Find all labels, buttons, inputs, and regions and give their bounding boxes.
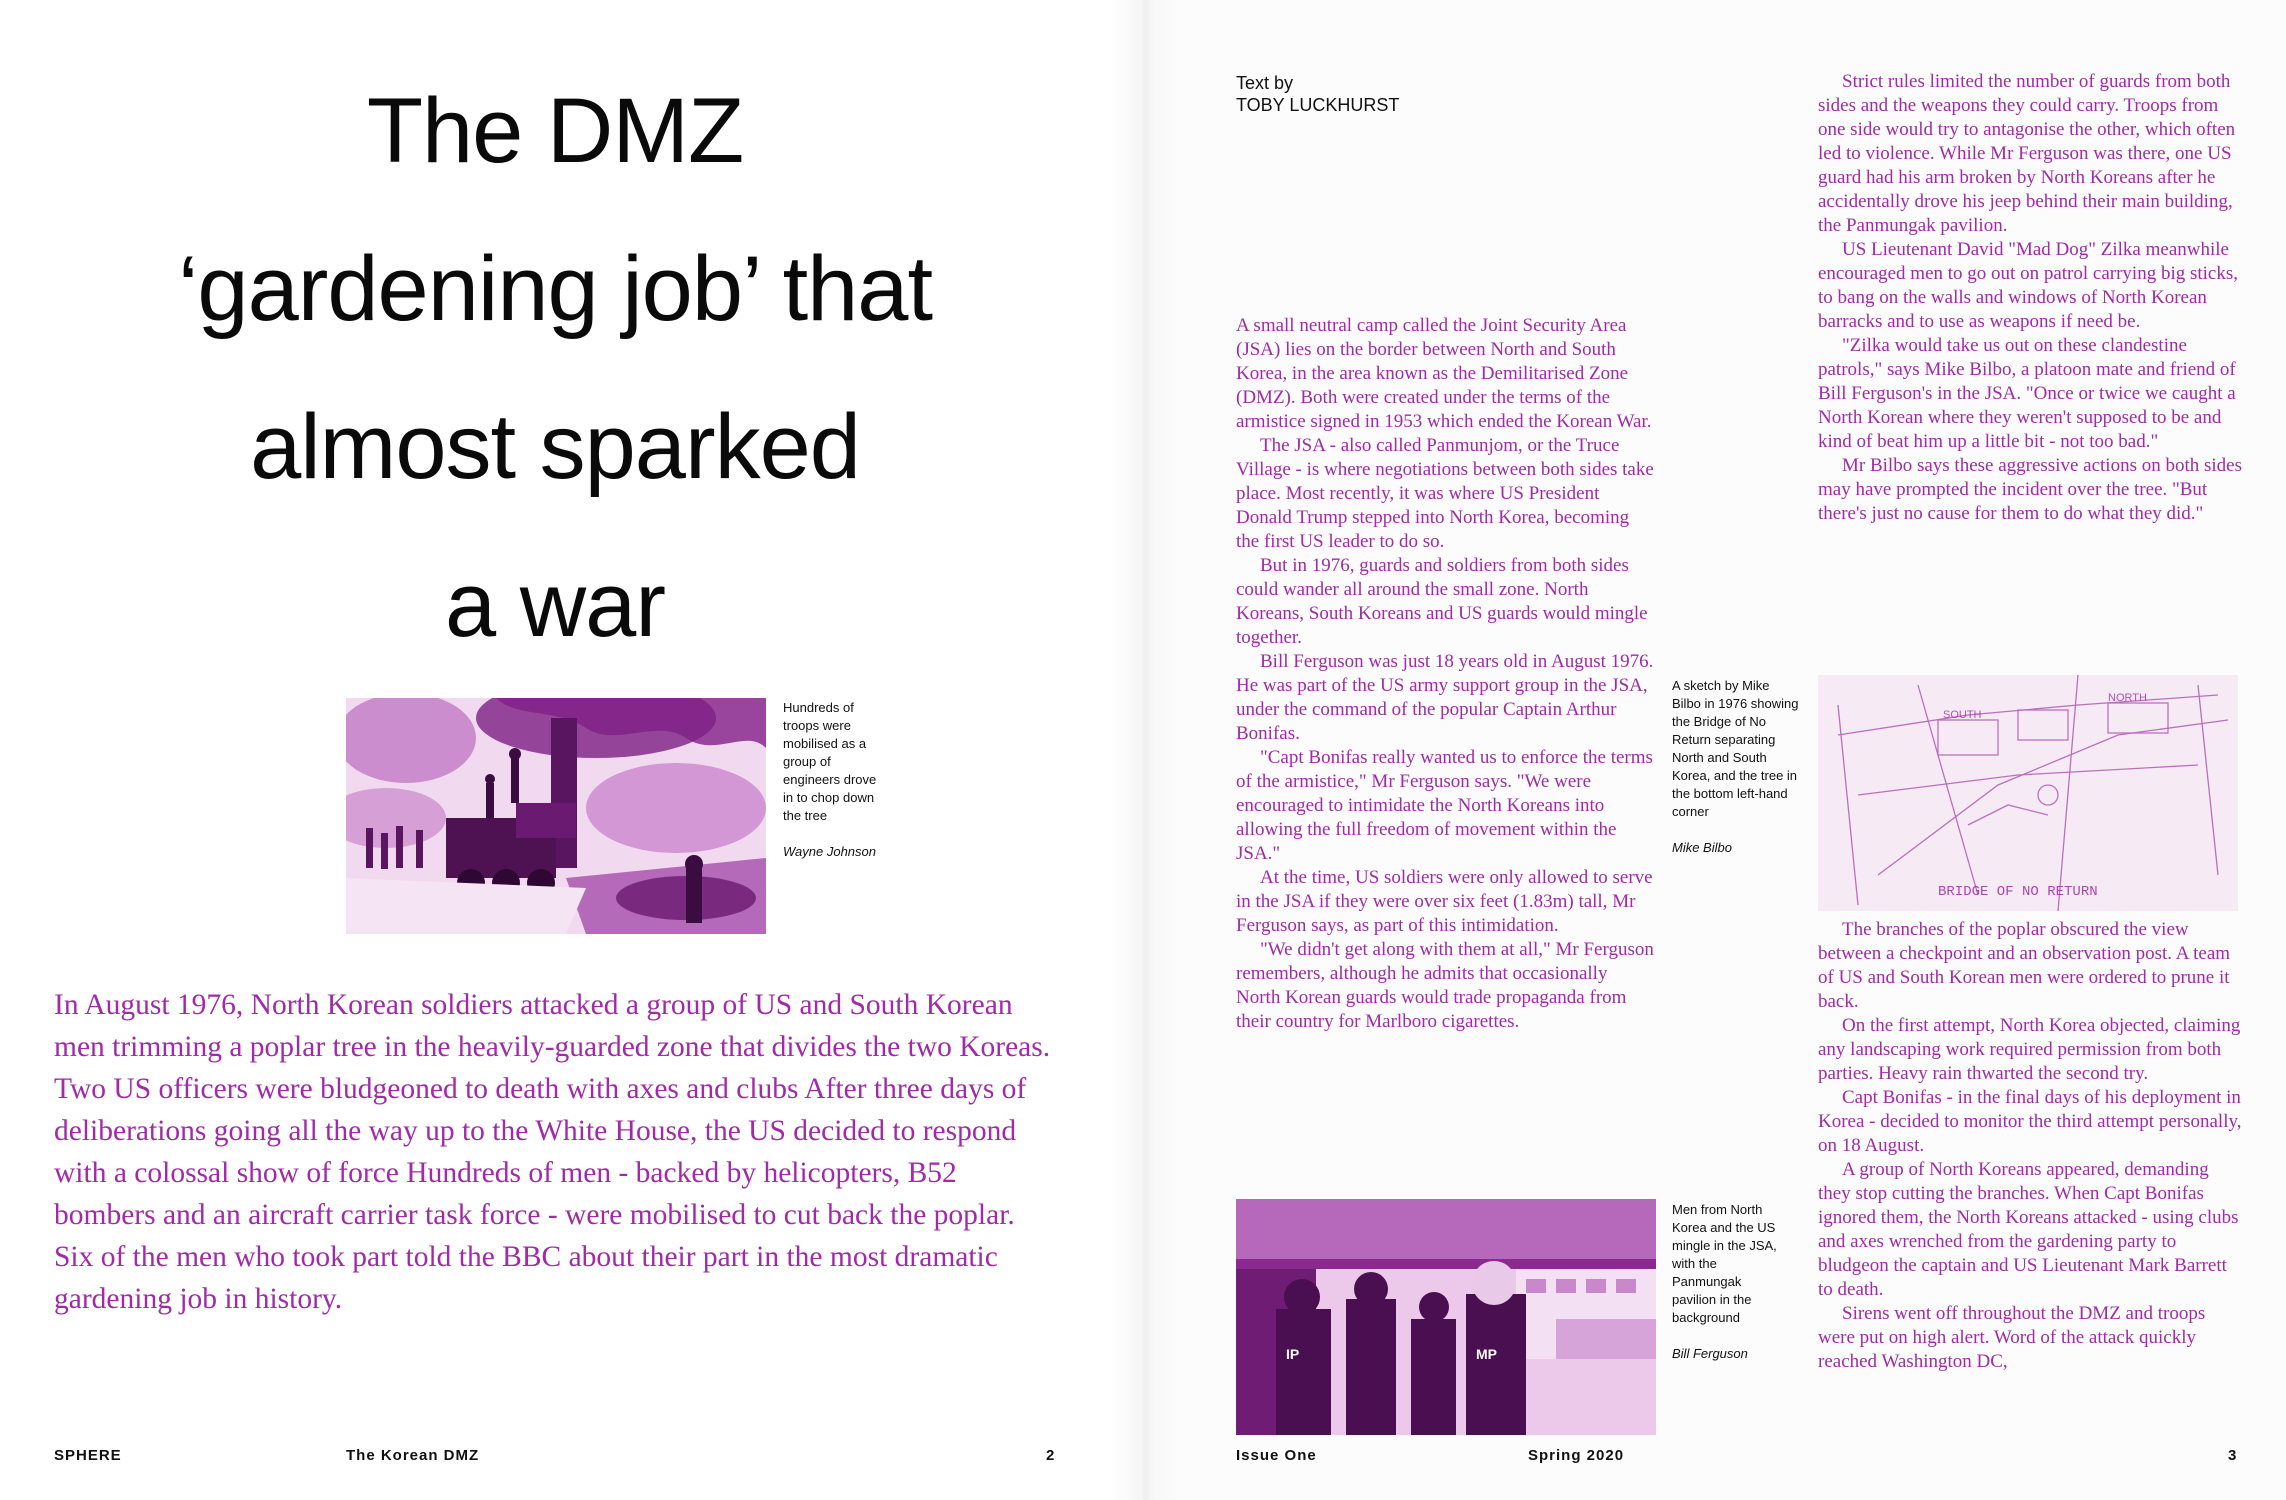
body-column-1: [1236, 314, 1656, 1034]
figure2-caption-text: A sketch by Mike Bilbo in 1976 showing the Bridge of No Return separating North and South Korea, and the tree in the bottom left-hand corner: [1672, 678, 1799, 819]
footer-issue: Issue One: [1236, 1447, 1317, 1464]
svg-text:SOUTH: SOUTH: [1943, 709, 1982, 721]
body-column-2-bottom: [1818, 918, 2242, 1374]
svg-text:MP: MP: [1476, 1346, 1497, 1362]
body-column-2-top: [1818, 70, 2242, 526]
svg-text:IP: IP: [1286, 1346, 1300, 1362]
paragraph: But in 1976, guards and soldiers from both sides could wander all around the small zone. North Koreans, South Koreans and US guards would mingle together.: [1236, 555, 1648, 648]
paragraph: Strict rules limited the number of guards from both sides and the weapons they could carry. Troops from one side would try to antagonise the other, which often led to violence. While Mr Ferguson was there, one US guard had his arm broken by North Koreans after he accidentally drove his jeep behind their main building, the Panmungak pavilion.: [1818, 71, 2236, 236]
svg-text:NORTH: NORTH: [2108, 692, 2147, 704]
figure1-caption-text: Hundreds of troops were mobilised as a group of engineers drove in to chop down the tree: [783, 700, 877, 823]
footer-page-right: 3: [2228, 1447, 2238, 1464]
bridge-sketch-graphic: [1818, 675, 2238, 911]
headline-line: almost sparked: [250, 396, 860, 498]
jsa-soldiers-photo-graphic: [1236, 1199, 1656, 1435]
spine-shadow: [1110, 0, 1180, 1500]
sketch-label: BRIDGE OF NO RETURN: [1938, 884, 2098, 900]
footer-brand: SPHERE: [54, 1447, 122, 1464]
footer-page-left: 2: [1046, 1447, 1056, 1464]
paragraph: "We didn't get along with them at all," Mr Ferguson remembers, although he admits that occasionally North Korean guards would trade propaganda from their country for Marlboro cigarettes.: [1236, 939, 1654, 1032]
figure3-caption: [1672, 1201, 1782, 1363]
headline: [40, 52, 1070, 684]
footer-season: Spring 2020: [1528, 1447, 1625, 1464]
headline-line: ‘gardening job’ that: [177, 238, 933, 340]
paragraph: Bill Ferguson was just 18 years old in August 1976. He was part of the US army support group in the JSA, under the command of the popular Captain Arthur Bonifas.: [1236, 651, 1654, 744]
paragraph: On the first attempt, North Korea objected, claiming any landscaping work required permission from both parties. Heavy rain thwarted the second try.: [1818, 1015, 2241, 1084]
figure2-caption: [1672, 677, 1800, 857]
figure1-credit: Wayne Johnson: [783, 844, 876, 859]
paragraph: Mr Bilbo says these aggressive actions on both sides may have prompted the incident over the tree. "But there's just no cause for them to do what they did.": [1818, 455, 2243, 524]
lede-paragraph: In August 1976, North Korean soldiers attacked a group of US and South Korean men trimming a poplar tree in the heavily-guarded zone that divides the two Koreas. Two US officers were bludgeoned to death with axes and clubs After three days of deliberations going all the way up to the White House, the US decided to respond with a colossal show of force Hundreds of men - backed by helicopters, B52 bombers and an aircraft carrier task force - were mobilised to cut back the poplar. Six of the men who took part told the BBC about their part in the most dramatic gardening job in history.: [54, 989, 1051, 1315]
figure3-credit: Bill Ferguson: [1672, 1346, 1748, 1361]
figure1-caption: [783, 699, 883, 861]
headline-line: a war: [445, 554, 665, 656]
paragraph: A small neutral camp called the Joint Security Area (JSA) lies on the border between North and South Korea, in the area known as the Demilitarised Zone (DMZ). Both were created under the terms of the armistice signed in 1953 which ended the Korean War.: [1236, 315, 1652, 432]
troops-truck-photo-graphic: [346, 698, 766, 934]
paragraph: A group of North Koreans appeared, demanding they stop cutting the branches. When Capt Bonifas ignored them, the North Koreans attacked - using clubs and axes wrenched from the gardening party to bludgeon the captain and US Lieutenant Mark Barrett to death.: [1818, 1159, 2239, 1300]
paragraph: US Lieutenant David "Mad Dog" Zilka meanwhile encouraged men to go out on patrol carrying big sticks, to bang on the walls and windows of North Korean barracks and to use as weapons if need be.: [1818, 239, 2239, 332]
troops-truck-photo: [346, 698, 766, 934]
jsa-soldiers-photo: [1236, 1199, 1656, 1435]
figure2-credit: Mike Bilbo: [1672, 840, 1732, 855]
figure3-caption-text: Men from North Korea and the US mingle in the JSA, with the Panmungak pavilion in the background: [1672, 1202, 1777, 1325]
paragraph: The branches of the poplar obscured the view between a checkpoint and an observation post. A team of US and South Korean men were ordered to prune it back.: [1818, 919, 2231, 1012]
headline-line: The DMZ: [366, 80, 744, 182]
paragraph: Capt Bonifas - in the final days of his deployment in Korea - decided to monitor the third attempt personally, on 18 August.: [1818, 1087, 2242, 1156]
paragraph: At the time, US soldiers were only allowed to serve in the JSA if they were over six feet (1.83m) tall, Mr Ferguson says, as part of this intimidation.: [1236, 867, 1653, 936]
bridge-sketch: [1818, 675, 2238, 911]
byline-label: Text by: [1236, 73, 1294, 93]
footer-section: The Korean DMZ: [346, 1447, 480, 1464]
paragraph: "Zilka would take us out on these clandestine patrols," says Mike Bilbo, a platoon mate and friend of Bill Ferguson's in the JSA. "Once or twice we caught a North Korean where they weren't supposed to be and kind of beat him up a little bit - not too bad.": [1818, 335, 2236, 452]
byline: [1236, 72, 1399, 116]
paragraph: "Capt Bonifas really wanted us to enforce the terms of the armistice," Mr Ferguson says. "We were encouraged to intimidate the North Koreans into allowing the full freedom of movement within the JSA.": [1236, 747, 1653, 864]
paragraph: The JSA - also called Panmunjom, or the Truce Village - is where negotiations between both sides take place. Most recently, it was where US President Donald Trump stepped into North Korea, becoming the first US leader to do so.: [1236, 435, 1654, 552]
paragraph: Sirens went off throughout the DMZ and troops were put on high alert. Word of the attack quickly reached Washington DC,: [1818, 1303, 2206, 1372]
byline-author: TOBY LUCKHURST: [1236, 95, 1400, 115]
